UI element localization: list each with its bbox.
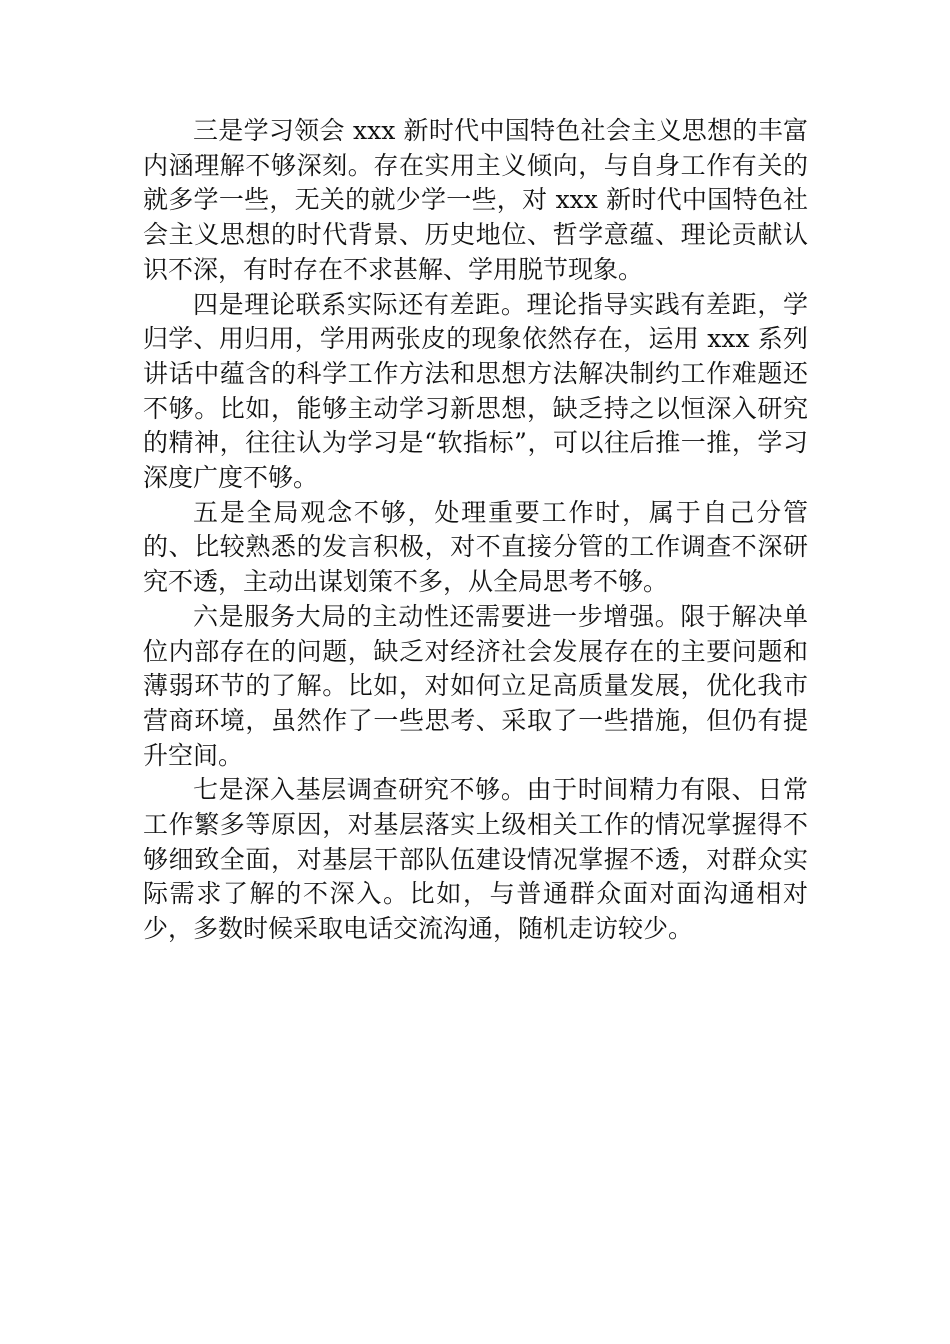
paragraph-6: 六是服务大局的主动性还需要进一步增强。限于解决单位内部存在的问题，缺乏对经济社会发展存在的主要问题和薄弱环节的了解。比如，对如何立足高质量发展，优化我市营商环境，虽然作了一些思考、采取了一些措施，但仍有提升空间。 (143, 601, 808, 770)
paragraph-4: 四是理论联系实际还有差距。理论指导实践有差距，学归学、用归用，学用两张皮的现象依然存在，运用 xxx 系列讲话中蕴含的科学工作方法和思想方法解决制约工作难题还不够。比如，能够主动学习新思想，缺乏持之以恒深入研究的精神，往往认为学习是“软指标”，可以往后推一推，学习深度广度不够。 (143, 289, 808, 493)
paragraph-7: 七是深入基层调查研究不够。由于时间精力有限、日常工作繁多等原因，对基层落实上级相关工作的情况掌握得不够细致全面，对基层干部队伍建设情况掌握不透，对群众实际需求了解的不深入。比如，与普通群众面对面沟通相对少，多数时候采取电话交流沟通，随机走访较少。 (143, 775, 808, 944)
paragraph-3: 三是学习领会 xxx 新时代中国特色社会主义思想的丰富内涵理解不够深刻。存在实用主义倾向，与自身工作有关的就多学一些，无关的就少学一些，对 xxx 新时代中国特色社会主义思想的时代背景、历史地位、哲学意蕴、理论贡献认识不深，有时存在不求甚解、学用脱节现象。 (143, 116, 808, 284)
document-body (143, 114, 808, 947)
paragraph-5: 五是全局观念不够，处理重要工作时，属于自己分管的、比较熟悉的发言积极，对不直接分管的工作调查不深研究不透，主动出谋划策不多，从全局思考不够。 (143, 497, 808, 597)
